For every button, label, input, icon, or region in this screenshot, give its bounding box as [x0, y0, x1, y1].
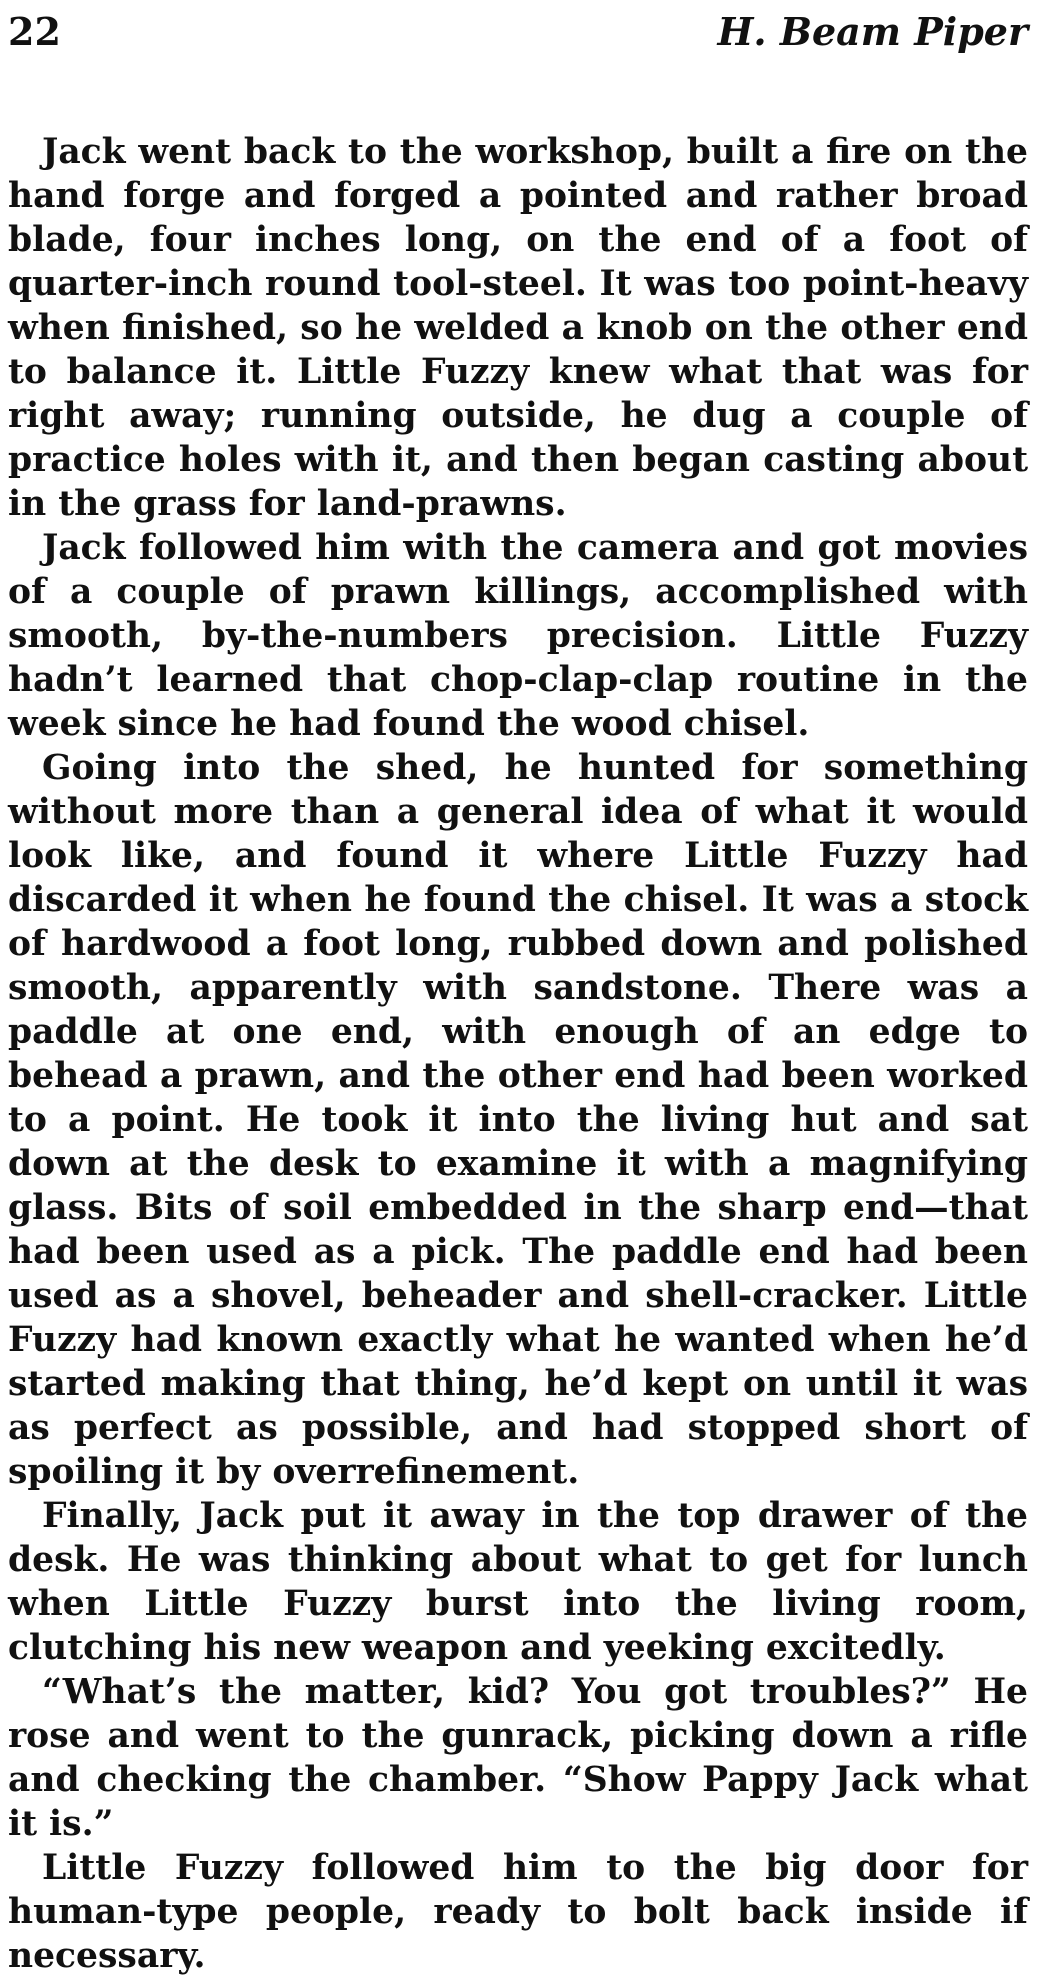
paragraph: Jack followed him with the camera and got movies of a couple of prawn killings, accomplished with smooth, by-the-numbers precision. Little Fuzzy hadn’t learned that chop-clap-clap routine in the week since he had found the wood chisel.: [8, 528, 1028, 744]
paragraph: Little Fuzzy followed him to the big door for human-type people, ready to bolt back inside if necessary.: [8, 1848, 1028, 1976]
body-text: [8, 130, 1028, 1978]
paragraph: Going into the shed, he hunted for something without more than a general idea of what it would look like, and found it where Little Fuzzy had discarded it when he found the chisel. It was a stock of hardwood a foot long, rubbed down and polished smooth, apparently with sandstone. There was a paddle at one end, with enough of an edge to behead a prawn, and the other end had been worked to a point. He took it into the living hut and sat down at the desk to examine it with a magnifying glass. Bits of soil embedded in the sharp end—that had been used as a pick. The paddle end had been used as a shovel, beheader and shell-cracker. Little Fuzzy had known exactly what he wanted when he’d started making that thing, he’d kept on until it was as perfect as possible, and had stopped short of spoiling it by overrefinement.: [8, 748, 1028, 1492]
page-header: [8, 9, 1028, 72]
paragraph: “What’s the matter, kid? You got troubles?” He rose and went to the gunrack, picking down a rifle and checking the chamber. “Show Pappy Jack what it is.”: [8, 1672, 1028, 1844]
page-number: 22: [8, 9, 61, 54]
paragraph: Jack went back to the workshop, built a fire on the hand forge and forged a pointed and rather broad blade, four inches long, on the end of a foot of quarter-inch round tool-steel. It was too point-heavy when finished, so he welded a knob on the other end to balance it. Little Fuzzy knew what that was for right away; running outside, he dug a couple of practice holes with it, and then began casting about in the grass for land-prawns.: [8, 132, 1028, 524]
running-head-author: H. Beam Piper: [717, 9, 1028, 54]
paragraph: Finally, Jack put it away in the top drawer of the desk. He was thinking about what to get for lunch when Little Fuzzy burst into the living room, clutching his new weapon and yeeking excitedly.: [8, 1496, 1028, 1668]
